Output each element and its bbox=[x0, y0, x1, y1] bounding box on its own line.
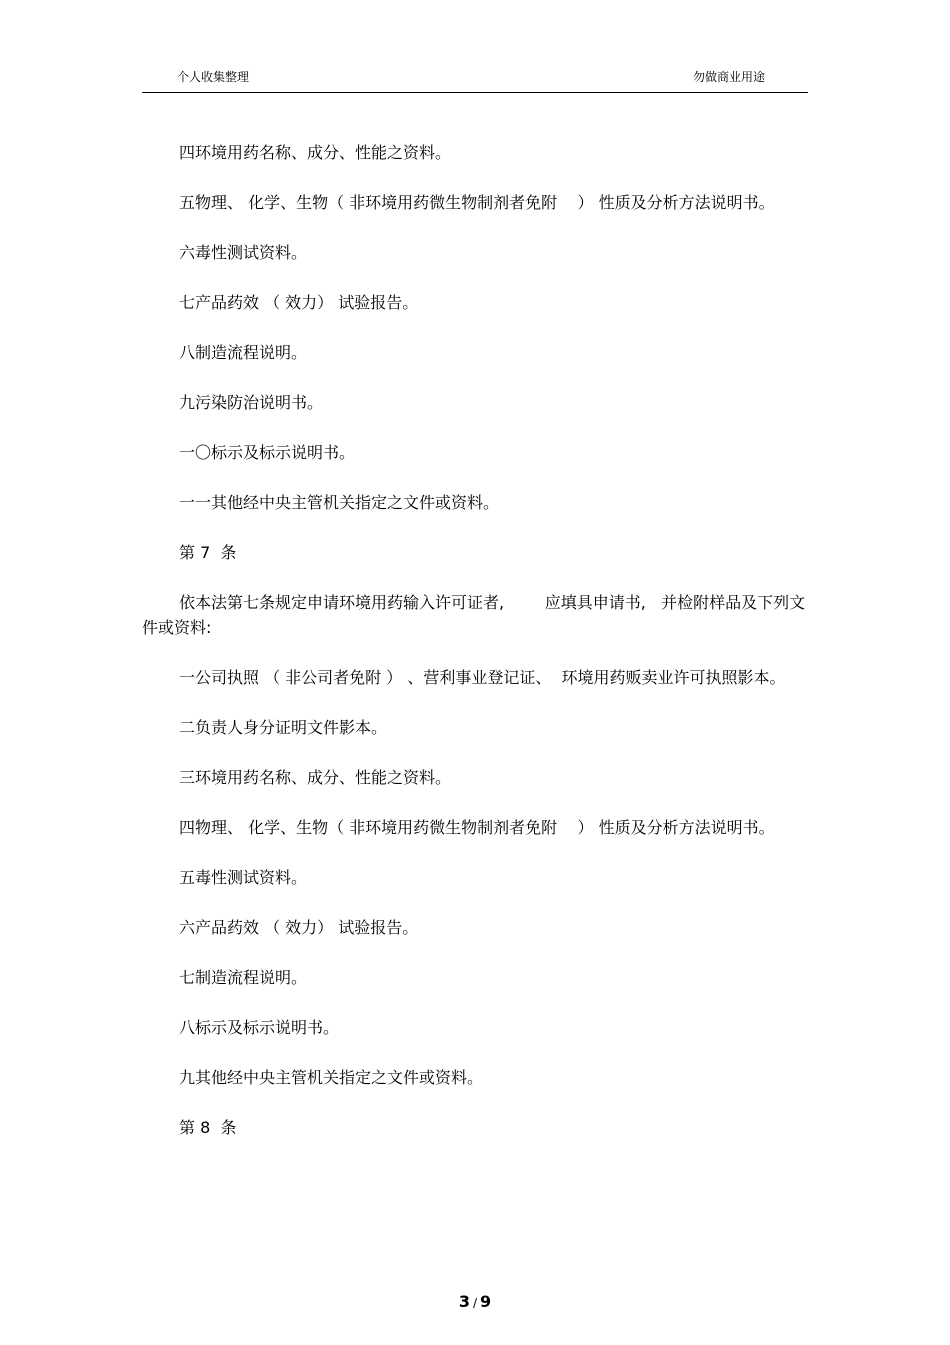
paragraph: 九其他经中央主管机关指定之文件或资料。 bbox=[179, 1068, 484, 1087]
paragraph: 依本法第七条规定申请环境用药输入许可证者, 应填具申请书, 并检附样品及下列文件或资料: bbox=[142, 593, 806, 637]
article-heading: 第 7 条 bbox=[179, 543, 237, 562]
paragraph: 八标示及标示说明书。 bbox=[179, 1018, 340, 1037]
current-page: 3 bbox=[458, 1292, 470, 1311]
total-pages: 9 bbox=[480, 1292, 492, 1311]
paragraph: 一公司执照 （ 非公司者免附 ） 、营利事业登记证、 环境用药贩卖业许可执照影本。 bbox=[179, 668, 786, 687]
document-body bbox=[142, 140, 808, 1165]
paragraph: 一一其他经中央主管机关指定之文件或资料。 bbox=[179, 493, 500, 512]
paragraph: 七产品药效 （ 效力） 试验报告。 bbox=[179, 293, 419, 312]
article-heading: 第 8 条 bbox=[179, 1118, 237, 1137]
paragraph: 二负责人身分证明文件影本。 bbox=[179, 718, 388, 737]
paragraph: 八制造流程说明。 bbox=[179, 343, 308, 362]
paragraph: 三环境用药名称、成分、性能之资料。 bbox=[179, 768, 452, 787]
paragraph: 五毒性测试资料。 bbox=[179, 868, 308, 887]
paragraph: 一〇标示及标示说明书。 bbox=[179, 443, 356, 462]
paragraph: 七制造流程说明。 bbox=[179, 968, 308, 987]
paragraph: 四物理、 化学、生物（ 非环境用药微生物制剂者免附 ） 性质及分析方法说明书。 bbox=[179, 818, 775, 837]
page-header bbox=[142, 60, 808, 93]
header-left-text: 个人收集整理 bbox=[177, 70, 250, 84]
header-right-text: 勿做商业用途 bbox=[692, 70, 765, 84]
paragraph: 四环境用药名称、成分、性能之资料。 bbox=[179, 143, 452, 162]
paragraph: 六产品药效 （ 效力） 试验报告。 bbox=[179, 918, 419, 937]
paragraph: 九污染防治说明书。 bbox=[179, 393, 324, 412]
paragraph: 六毒性测试资料。 bbox=[179, 243, 308, 262]
page-separator: / bbox=[472, 1296, 478, 1310]
page-number bbox=[0, 1292, 950, 1311]
paragraph: 五物理、 化学、生物（ 非环境用药微生物制剂者免附 ） 性质及分析方法说明书。 bbox=[179, 193, 775, 212]
